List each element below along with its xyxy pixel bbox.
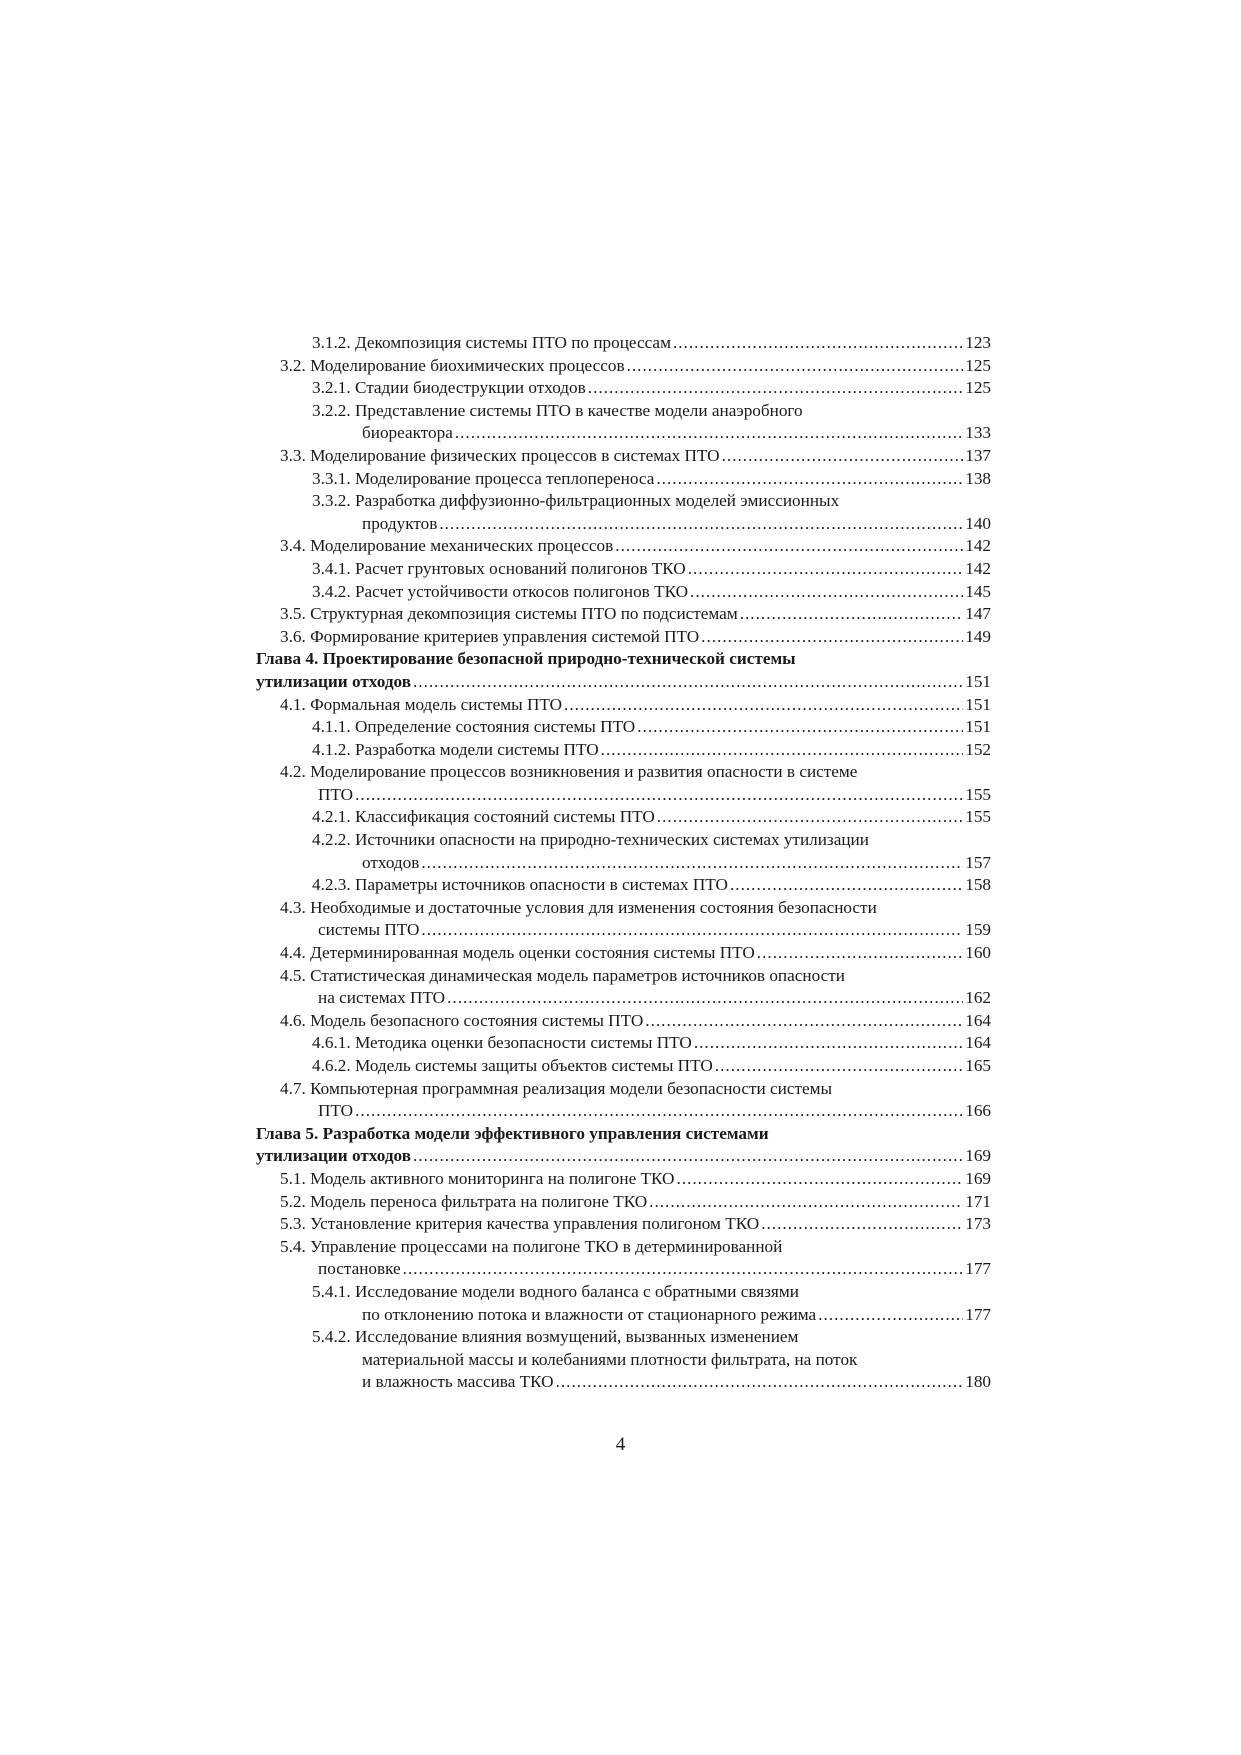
toc-row	[256, 1371, 991, 1394]
leader-dots	[588, 377, 963, 400]
toc-page-number: 142	[965, 558, 991, 578]
toc-page-number: 137	[965, 445, 991, 465]
toc-page-number: 177	[965, 1259, 991, 1279]
leader-dots	[657, 806, 963, 829]
toc-entry-title: 4.6. Модель безопасного состояния системы ПТО	[280, 1010, 644, 1030]
toc-page-number: 147	[965, 604, 991, 624]
toc-entry-title: 3.4.2. Расчет устойчивости откосов полигонов ТКО	[312, 581, 689, 601]
toc-row	[256, 1168, 991, 1191]
toc-page-number: 145	[965, 581, 991, 601]
leader-dots	[564, 694, 963, 717]
toc-page-number: 151	[965, 694, 991, 714]
toc-entry-title: 3.3.1. Моделирование процесса теплопереноса	[312, 468, 655, 488]
toc-row	[256, 490, 991, 513]
leader-dots	[421, 919, 963, 942]
toc-entry-title: и влажность массива ТКО	[362, 1372, 554, 1392]
leader-dots	[403, 1258, 964, 1281]
leader-dots	[761, 1213, 963, 1236]
toc-entry-title: 4.1.2. Разработка модели системы ПТО	[312, 739, 599, 759]
toc-row	[256, 897, 991, 920]
leader-dots	[690, 581, 963, 604]
toc-row	[256, 852, 991, 875]
toc-page-number: 165	[965, 1056, 991, 1075]
toc-page-number: 155	[965, 784, 991, 804]
toc-page-number: 155	[965, 807, 991, 827]
leader-dots	[413, 671, 963, 694]
toc-page-number: 180	[965, 1372, 991, 1392]
toc-entry-title: системы ПТО	[318, 920, 420, 940]
toc-page-number: 140	[965, 513, 991, 533]
toc-page-number: 171	[965, 1191, 991, 1211]
toc-row	[256, 965, 991, 988]
page-number: 4	[615, 1434, 626, 1455]
toc-entry-title: ПТО	[318, 784, 354, 804]
toc-page-number: 159	[965, 920, 991, 940]
toc-row	[256, 332, 991, 355]
toc-row	[256, 626, 991, 649]
toc-entry-title: 5.4.1. Исследование модели водного баланса с обратными связями	[312, 1281, 799, 1301]
toc-row	[256, 1258, 991, 1281]
toc-entry-title: 5.4.2. Исследование влияния возмущений, вызванных изменением	[312, 1327, 799, 1347]
leader-dots	[757, 942, 963, 965]
leader-dots	[818, 1304, 963, 1327]
toc-row	[256, 1145, 991, 1168]
toc-chapter-heading	[256, 1123, 991, 1146]
leader-dots	[676, 1168, 963, 1191]
toc-row	[256, 1326, 991, 1349]
leader-dots	[455, 422, 963, 445]
toc-entry-title: 4.7. Компьютерная программная реализация модели безопасности системы	[280, 1078, 833, 1098]
toc-page-number: 149	[965, 626, 991, 646]
toc-page-number: 138	[965, 468, 991, 488]
toc-row	[256, 1213, 991, 1236]
toc-row	[256, 784, 991, 807]
toc-row	[256, 694, 991, 717]
toc-row	[256, 513, 991, 536]
toc-row	[256, 1010, 991, 1033]
toc-page-number: 173	[965, 1214, 991, 1234]
toc-row	[256, 919, 991, 942]
toc-row	[256, 1349, 991, 1372]
toc-page-number: 125	[965, 355, 991, 375]
toc-entry-title: 4.1.1. Определение состояния системы ПТО	[312, 717, 636, 737]
toc-entry-title: ПТО	[318, 1101, 354, 1121]
leader-dots	[715, 1055, 963, 1078]
toc-page-number: 169	[965, 1168, 991, 1188]
leader-dots	[694, 1032, 963, 1055]
toc-page-number: 164	[965, 1033, 991, 1053]
leader-dots	[645, 1010, 963, 1033]
toc-row	[256, 1304, 991, 1327]
toc-page-number: 151	[965, 717, 991, 737]
toc-entry-title: Глава 4. Проектирование безопасной природно-технической системы	[256, 649, 796, 669]
leader-dots	[439, 513, 963, 536]
toc-row	[256, 1100, 991, 1123]
toc-entry-title: 3.4. Моделирование механических процессов	[280, 536, 614, 556]
toc-entry-title: 5.4. Управление процессами на полигоне ТКО в детерминированной	[280, 1236, 783, 1256]
toc-entry-title: 3.3. Моделирование физических процессов в системах ПТО	[280, 445, 720, 465]
toc-entry-title: 4.6.2. Модель системы защиты объектов системы ПТО	[312, 1056, 713, 1075]
toc-page-number: 169	[965, 1146, 991, 1166]
toc-entry-title: на системах ПТО	[318, 988, 446, 1008]
toc-entry-title: постановке	[318, 1259, 401, 1279]
toc-page-number: 152	[965, 739, 991, 759]
toc-entry-title: 4.2.1. Классификация состояний системы ПТО	[312, 807, 655, 827]
toc-entry-title: 5.1. Модель активного мониторинга на полигоне ТКО	[280, 1168, 675, 1188]
leader-dots	[601, 739, 964, 762]
toc-row	[256, 874, 991, 897]
toc-row	[256, 355, 991, 378]
toc-page-number: 123	[965, 333, 991, 352]
toc-entry-title: 3.1.2. Декомпозиция системы ПТО по процессам	[312, 333, 671, 352]
toc-page-number: 160	[965, 943, 991, 963]
toc-entry-title: 5.3. Установление критерия качества управления полигоном ТКО	[280, 1214, 760, 1234]
leader-dots	[701, 626, 963, 649]
leader-dots	[730, 874, 963, 897]
toc-entry-title: 4.2.3. Параметры источников опасности в системах ПТО	[312, 875, 728, 895]
leader-dots	[447, 987, 963, 1010]
toc-row	[256, 1191, 991, 1214]
toc-row	[256, 377, 991, 400]
toc-row	[256, 761, 991, 784]
leader-dots	[688, 558, 964, 581]
leader-dots	[722, 445, 964, 468]
toc-page-number: 158	[965, 875, 991, 895]
toc-row	[256, 558, 991, 581]
toc-row	[256, 716, 991, 739]
toc-entry-title: 4.1. Формальная модель системы ПТО	[280, 694, 563, 714]
toc-entry-title: 3.2. Моделирование биохимических процессов	[280, 355, 625, 375]
toc-page-number: 133	[965, 423, 991, 443]
toc-entry-title: 4.5. Статистическая динамическая модель параметров источников опасности	[280, 965, 845, 985]
toc-row	[256, 829, 991, 852]
leader-dots	[637, 716, 963, 739]
toc-chapter-heading	[256, 648, 991, 671]
toc-entry-title: биореактора	[362, 423, 453, 443]
toc-row	[256, 671, 991, 694]
toc-entry-title: 4.6.1. Методика оценки безопасности системы ПТО	[312, 1033, 692, 1053]
toc-entry-title: 3.2.2. Представление системы ПТО в качестве модели анаэробного	[312, 400, 803, 420]
toc-row	[256, 1236, 991, 1259]
toc-page-number: 157	[965, 852, 991, 872]
toc-entry-title: утилизации отходов	[256, 1146, 411, 1166]
leader-dots	[556, 1371, 964, 1394]
toc-entry-title: по отклонению потока и влажности от стационарного режима	[362, 1304, 817, 1324]
leader-dots	[649, 1191, 963, 1214]
toc-row	[256, 1055, 991, 1078]
leader-dots	[740, 603, 964, 626]
toc-entry-title: отходов	[362, 852, 420, 872]
toc-entry-title: 3.5. Структурная декомпозиция системы ПТО по подсистемам	[280, 604, 738, 624]
toc-entry-title: 4.2. Моделирование процессов возникновения и развития опасности в системе	[280, 762, 858, 782]
toc-page-number: 125	[965, 378, 991, 398]
toc-page-number: 162	[965, 988, 991, 1008]
leader-dots	[355, 1100, 963, 1123]
toc-entry-title: Глава 5. Разработка модели эффективного управления системами	[256, 1123, 769, 1143]
toc-page-number: 151	[965, 671, 991, 691]
toc-page-number: 142	[965, 536, 991, 556]
leader-dots	[627, 355, 964, 378]
toc-page-number: 177	[965, 1304, 991, 1324]
leader-dots	[355, 784, 963, 807]
toc-entry-title: 4.2.2. Источники опасности на природно-технических системах утилизации	[312, 830, 869, 850]
toc-entry-title: 5.2. Модель переноса фильтрата на полигоне ТКО	[280, 1191, 648, 1211]
toc-row	[256, 1281, 991, 1304]
toc-entry-title: 4.3. Необходимые и достаточные условия для изменения состояния безопасности	[280, 897, 877, 917]
toc-row	[256, 1078, 991, 1101]
toc-row	[256, 942, 991, 965]
toc-entry-title: 4.4. Детерминированная модель оценки состояния системы ПТО	[280, 943, 755, 963]
toc-page-number: 166	[965, 1101, 991, 1121]
toc-row	[256, 422, 991, 445]
toc-entry-title: 3.6. Формирование критериев управления системой ПТО	[280, 626, 700, 646]
toc-row	[256, 400, 991, 423]
toc-row	[256, 535, 991, 558]
toc-row	[256, 739, 991, 762]
toc-entry-title: продуктов	[362, 513, 438, 533]
leader-dots	[421, 852, 963, 875]
table-of-contents	[256, 332, 991, 1394]
toc-entry-title: 3.2.1. Стадии биодеструкции отходов	[312, 378, 586, 398]
leader-dots	[615, 535, 963, 558]
toc-row	[256, 987, 991, 1010]
leader-dots	[656, 468, 963, 491]
toc-row	[256, 445, 991, 468]
toc-row	[256, 468, 991, 491]
toc-row	[256, 603, 991, 626]
toc-entry-title: 3.3.2. Разработка диффузионно-фильтрационных моделей эмиссионных	[312, 491, 840, 511]
toc-entry-title: материальной массы и колебаниями плотности фильтрата, на поток	[362, 1349, 858, 1369]
toc-row	[256, 581, 991, 604]
toc-entry-title: утилизации отходов	[256, 671, 411, 691]
toc-entry-title: 3.4.1. Расчет грунтовых оснований полигонов ТКО	[312, 558, 686, 578]
leader-dots	[413, 1145, 963, 1168]
toc-row	[256, 1032, 991, 1055]
toc-row	[256, 806, 991, 829]
toc-page-number: 164	[965, 1010, 991, 1030]
leader-dots	[673, 332, 963, 355]
